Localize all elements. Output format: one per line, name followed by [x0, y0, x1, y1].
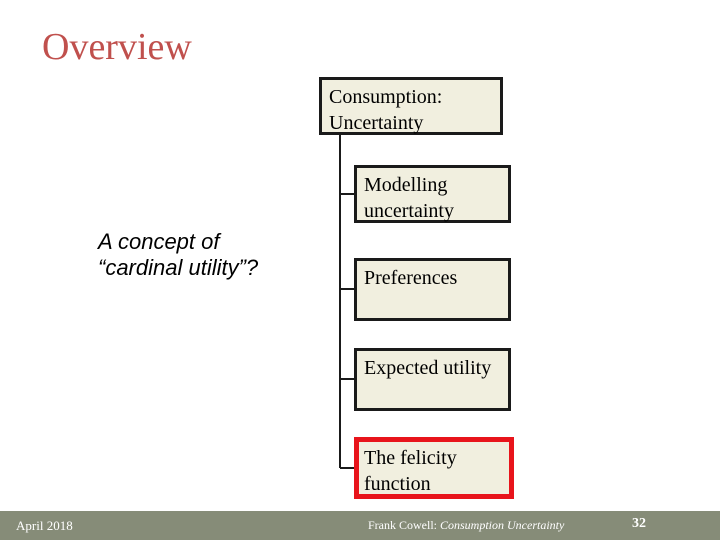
node-1-line-1: Modelling: [364, 174, 448, 196]
node-4-line-2: function: [364, 473, 431, 495]
root-node-consumption-uncertainty[interactable]: [319, 77, 503, 135]
node-4-line-1: The felicity: [364, 447, 457, 469]
footer-date: April 2018: [16, 518, 73, 533]
footer-course: Consumption Uncertainty: [440, 518, 565, 532]
page-number: 32: [632, 516, 646, 531]
note-line-2: “cardinal utility”?: [98, 255, 259, 281]
node-preferences[interactable]: [354, 258, 511, 321]
node-1-line-2: uncertainty: [364, 200, 454, 222]
note-line-1: A concept of: [98, 229, 220, 254]
node-2-line-1: Preferences: [364, 267, 458, 289]
root-node-line-2: Uncertainty: [329, 112, 424, 134]
node-expected-utility[interactable]: [354, 348, 511, 411]
footer-author: Frank Cowell:: [368, 518, 437, 532]
node-modelling-uncertainty[interactable]: [354, 165, 511, 223]
node-felicity-function-highlighted[interactable]: [354, 437, 514, 499]
slide-title: Overview: [42, 26, 192, 68]
root-node-line-1: Consumption:: [329, 86, 443, 108]
node-3-line-1: Expected utility: [364, 357, 492, 379]
footer-bar: [0, 511, 720, 540]
